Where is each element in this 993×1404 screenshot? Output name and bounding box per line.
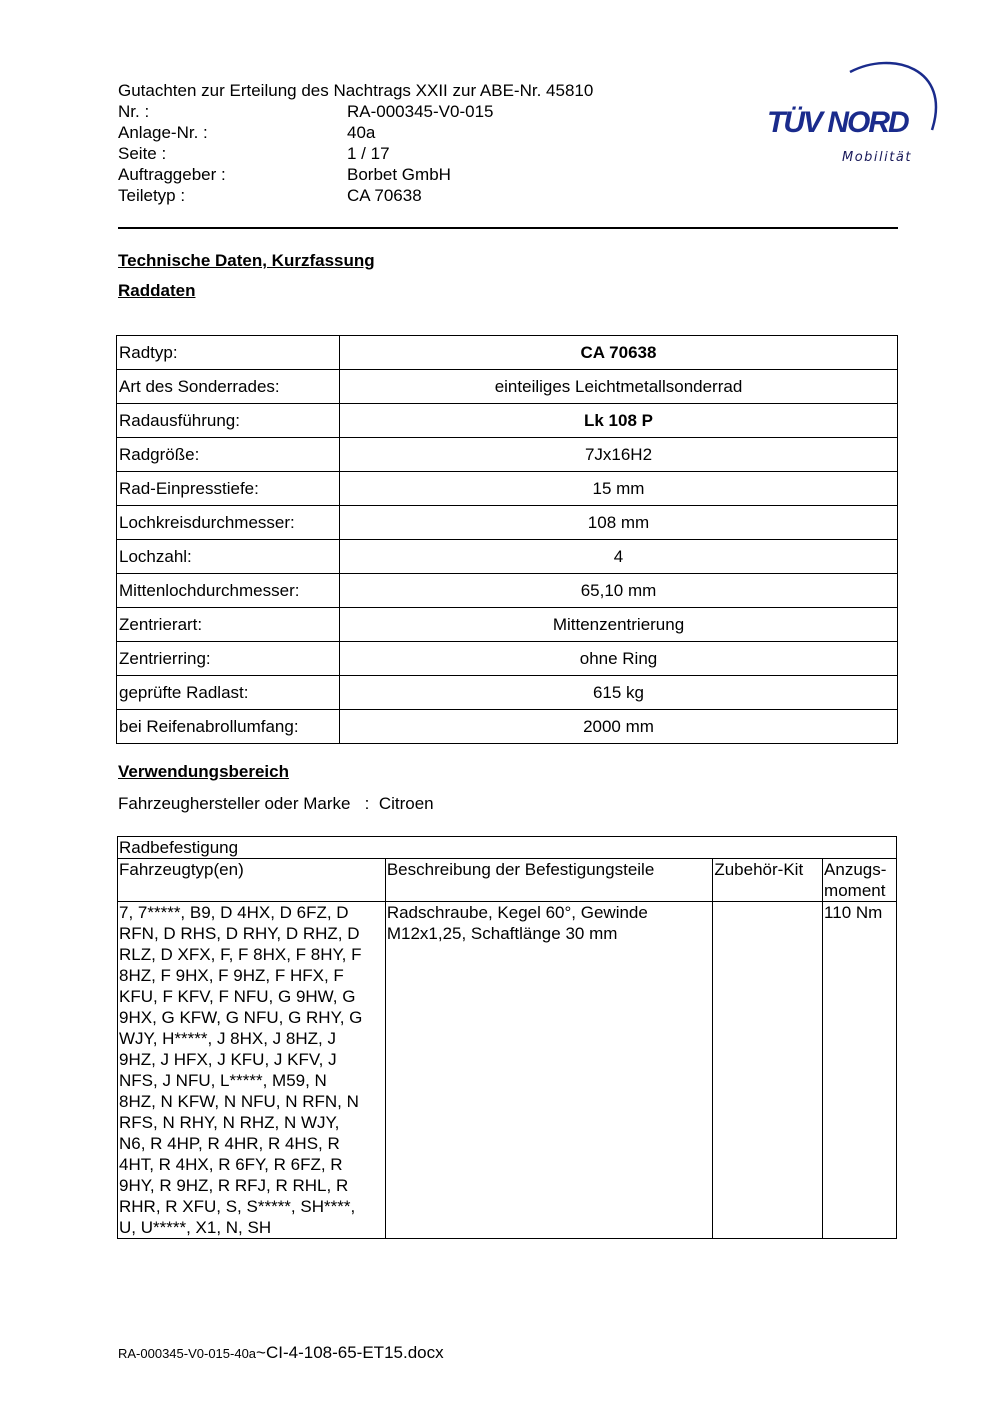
header-field-value: CA 70638 xyxy=(347,186,422,205)
befestigung-title: Radbefestigung xyxy=(118,837,897,859)
beschreibung-line: M12x1,25, Schaftlänge 30 mm xyxy=(386,924,618,943)
raddaten-value: Mittenzentrierung xyxy=(340,608,898,642)
header-field-value: 40a xyxy=(347,123,376,142)
raddaten-value: 4 xyxy=(340,540,898,574)
header-fields xyxy=(118,101,593,206)
hersteller-value: Citroen xyxy=(378,794,434,813)
header-divider xyxy=(118,227,898,229)
header-field-row xyxy=(118,143,593,164)
fahrzeugtyp-line: 7, 7*****, B9, D 4HX, D 6FZ, D xyxy=(119,903,349,922)
fahrzeugtyp-line: KFU, F KFV, F NFU, G 9HW, G xyxy=(119,987,356,1006)
fahrzeugtyp-line: RFN, D RHS, D RHY, D RHZ, D xyxy=(119,924,360,943)
raddaten-value: 108 mm xyxy=(340,506,898,540)
logo-brand: TÜV NORD xyxy=(767,106,908,139)
raddaten-label: Zentrierart: xyxy=(117,608,340,642)
footer-part1: RA-000345-V0-015-40a xyxy=(118,1346,257,1361)
header-field-label: Anlage-Nr. : xyxy=(118,123,208,142)
header-field-label: Auftraggeber : xyxy=(118,165,226,184)
tuv-nord-logo xyxy=(762,58,942,170)
logo-subtitle: Mobilität xyxy=(842,150,912,165)
raddaten-label: Radgröße: xyxy=(117,438,340,472)
hersteller-line xyxy=(118,794,434,814)
section-verwendungsbereich: Verwendungsbereich xyxy=(118,762,289,781)
raddaten-row xyxy=(117,404,898,438)
raddaten-value: 65,10 mm xyxy=(340,574,898,608)
footer-part2: ~CI-4-108-65-ET15.docx xyxy=(256,1343,444,1362)
raddaten-value: Lk 108 P xyxy=(340,404,898,438)
raddaten-row xyxy=(117,540,898,574)
header-field-row xyxy=(118,164,593,185)
raddaten-value: CA 70638 xyxy=(340,336,898,370)
raddaten-table xyxy=(116,335,898,744)
raddaten-row xyxy=(117,370,898,404)
section-technische-daten: Technische Daten, Kurzfassung xyxy=(118,251,375,270)
fahrzeugtyp-line: 9HY, R 9HZ, R RFJ, R RHL, R xyxy=(119,1176,349,1195)
raddaten-label: Art des Sonderrades: xyxy=(117,370,340,404)
footer-filename xyxy=(118,1343,444,1363)
raddaten-row xyxy=(117,642,898,676)
raddaten-label: Lochkreisdurchmesser: xyxy=(117,506,340,540)
raddaten-label: Rad-Einpresstiefe: xyxy=(117,472,340,506)
raddaten-label: Zentrierring: xyxy=(117,642,340,676)
document-title: Gutachten zur Erteilung des Nachtrags XXII zur ABE-Nr. 45810 xyxy=(118,81,594,100)
anzugsmoment-cell: 110 Nm xyxy=(823,902,897,1239)
header-field-row xyxy=(118,185,593,206)
raddaten-row xyxy=(117,438,898,472)
raddaten-row xyxy=(117,336,898,370)
fahrzeugtyp-line: 8HZ, F 9HX, F 9HZ, F HFX, F xyxy=(119,966,344,985)
zubehoer-kit-header: Zubehör-Kit xyxy=(713,859,823,902)
fahrzeugtyp-line: RFS, N RHY, N RHZ, N WJY, xyxy=(119,1113,340,1132)
raddaten-row xyxy=(117,506,898,540)
header-field-value: 1 / 17 xyxy=(347,144,390,163)
anzugsmoment-header: Anzugs- moment xyxy=(823,859,897,902)
header-field-label: Nr. : xyxy=(118,102,150,121)
fahrzeugtyp-line: N6, R 4HP, R 4HR, R 4HS, R xyxy=(119,1134,340,1153)
raddaten-label: bei Reifenabrollumfang: xyxy=(117,710,340,744)
document-header xyxy=(118,80,593,206)
fahrzeugtyp-line: 8HZ, N KFW, N NFU, N RFN, N xyxy=(119,1092,359,1111)
befestigung-table xyxy=(117,836,897,1239)
raddaten-value: 615 kg xyxy=(340,676,898,710)
header-field-value: RA-000345-V0-015 xyxy=(347,102,494,121)
raddaten-row xyxy=(117,710,898,744)
raddaten-label: Mittenlochdurchmesser: xyxy=(117,574,340,608)
befestigung-data-row xyxy=(118,902,897,1239)
raddaten-row xyxy=(117,608,898,642)
header-field-label: Seite : xyxy=(118,144,167,163)
befestigung-header-row xyxy=(118,859,897,902)
raddaten-label: Radausführung: xyxy=(117,404,340,438)
beschreibung-cell xyxy=(385,902,713,1239)
beschreibung-line: Radschraube, Kegel 60°, Gewinde xyxy=(386,903,648,922)
raddaten-row xyxy=(117,676,898,710)
fahrzeugtyp-line: NFS, J NFU, L*****, M59, N xyxy=(119,1071,327,1090)
hersteller-separator: : xyxy=(364,794,370,813)
fahrzeugtyp-line: WJY, H*****, J 8HX, J 8HZ, J xyxy=(119,1029,336,1048)
raddaten-label: geprüfte Radlast: xyxy=(117,676,340,710)
raddaten-value: einteiliges Leichtmetallsonderrad xyxy=(340,370,898,404)
fahrzeugtyp-line: 4HT, R 4HX, R 6FY, R 6FZ, R xyxy=(119,1155,343,1174)
hersteller-label: Fahrzeughersteller oder Marke xyxy=(118,794,351,813)
beschreibung-header: Beschreibung der Befestigungsteile xyxy=(385,859,713,902)
raddaten-label: Lochzahl: xyxy=(117,540,340,574)
header-field-row xyxy=(118,122,593,143)
section-raddaten: Raddaten xyxy=(118,281,196,300)
raddaten-label: Radtyp: xyxy=(117,336,340,370)
raddaten-value: 2000 mm xyxy=(340,710,898,744)
header-field-value: Borbet GmbH xyxy=(347,165,451,184)
fahrzeugtyp-line: 9HZ, J HFX, J KFU, J KFV, J xyxy=(119,1050,337,1069)
raddaten-row xyxy=(117,574,898,608)
raddaten-value: 15 mm xyxy=(340,472,898,506)
fahrzeugtyp-line: 9HX, G KFW, G NFU, G RHY, G xyxy=(119,1008,363,1027)
raddaten-value: ohne Ring xyxy=(340,642,898,676)
fahrzeugtyp-line: RLZ, D XFX, F, F 8HX, F 8HY, F xyxy=(119,945,362,964)
zubehoer-kit-cell xyxy=(713,902,823,1239)
header-field-row xyxy=(118,101,593,122)
fahrzeugtypen-header: Fahrzeugtyp(en) xyxy=(118,859,386,902)
raddaten-value: 7Jx16H2 xyxy=(340,438,898,472)
fahrzeugtyp-line: RHR, R XFU, S, S*****, SH****, xyxy=(119,1197,356,1216)
fahrzeugtypen-cell xyxy=(118,902,386,1239)
raddaten-row xyxy=(117,472,898,506)
fahrzeugtyp-line: U, U*****, X1, N, SH xyxy=(119,1218,272,1237)
header-field-label: Teiletyp : xyxy=(118,186,186,205)
